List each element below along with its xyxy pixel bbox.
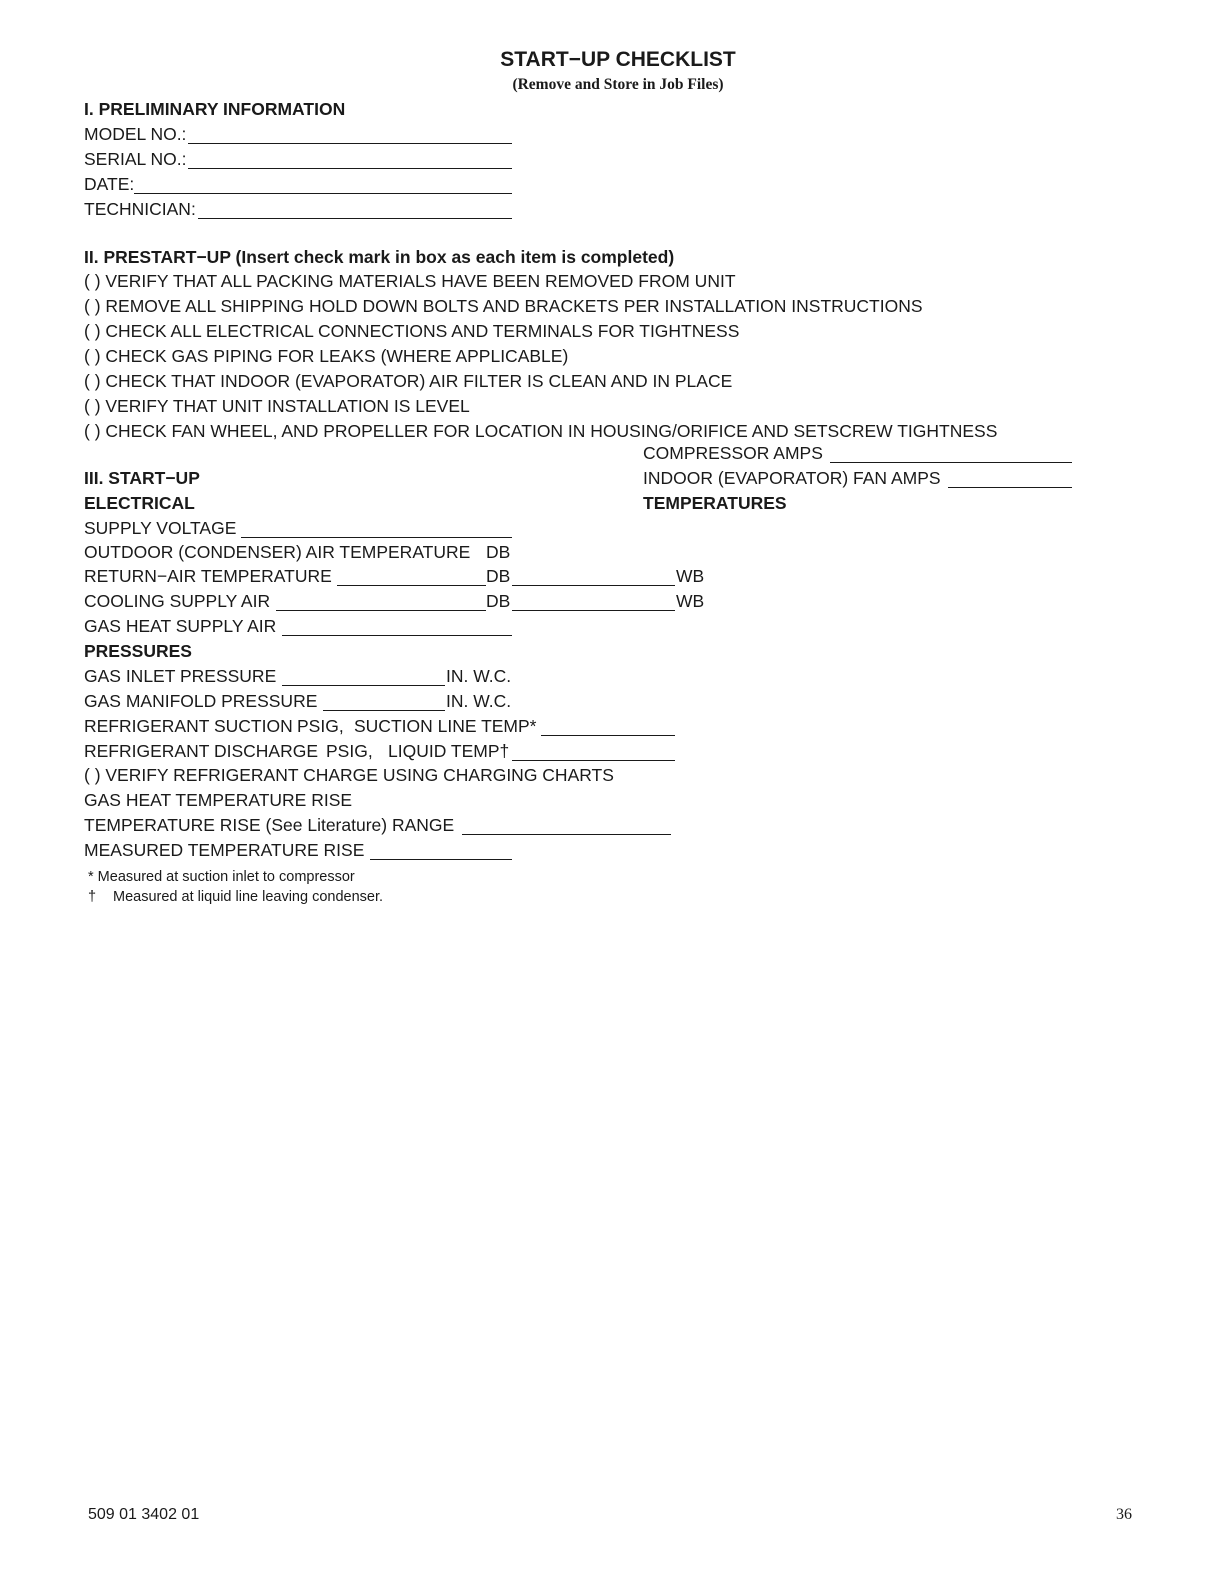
prestart-item[interactable]: ( ) CHECK THAT INDOOR (EVAPORATOR) AIR FILTER IS CLEAN AND IN PLACE — [84, 371, 733, 391]
cooling-supply-air-label: COOLING SUPPLY AIR — [84, 591, 271, 611]
gas-heat-supply-air-label: GAS HEAT SUPPLY AIR — [84, 616, 277, 636]
supply-voltage-label: SUPPLY VOLTAGE — [84, 518, 237, 538]
cooling-supply-wb-field[interactable] — [512, 610, 675, 611]
electrical-heading: ELECTRICAL — [84, 493, 195, 513]
gas-manifold-pressure-label: GAS MANIFOLD PRESSURE — [84, 691, 318, 711]
serial-field[interactable] — [188, 168, 512, 169]
page-number: 36 — [1116, 1506, 1132, 1523]
refrigerant-suction-label: REFRIGERANT SUCTION — [84, 716, 293, 736]
prestart-item[interactable]: ( ) CHECK GAS PIPING FOR LEAKS (WHERE APPLICABLE) — [84, 346, 569, 366]
liquid-temp-label: LIQUID TEMP† — [388, 741, 510, 761]
footnote-suction: * Measured at suction inlet to compressor — [88, 869, 355, 885]
document-number: 509 01 3402 01 — [88, 1506, 200, 1523]
gas-manifold-pressure-field[interactable] — [323, 710, 445, 711]
cooling-supply-db-label: DB — [486, 591, 511, 611]
technician-label: TECHNICIAN: — [84, 199, 196, 219]
supply-voltage-field[interactable] — [241, 537, 512, 538]
date-field[interactable] — [134, 193, 512, 194]
page-title: START−UP CHECKLIST — [500, 48, 736, 71]
cooling-supply-db-field[interactable] — [276, 610, 486, 611]
return-air-db-field[interactable] — [337, 585, 486, 586]
temperatures-heading: TEMPERATURES — [643, 493, 787, 513]
technician-field[interactable] — [198, 218, 512, 219]
measured-temp-rise-field[interactable] — [370, 859, 512, 860]
temp-rise-range-label: TEMPERATURE RISE (See Literature) RANGE — [84, 815, 455, 835]
section-prestart-heading: II. PRESTART−UP (Insert check mark in box as each item is completed) — [84, 247, 675, 267]
gas-heat-supply-air-field[interactable] — [282, 635, 512, 636]
pressures-heading: PRESSURES — [84, 641, 192, 661]
return-air-db-label: DB — [486, 566, 511, 586]
refrigerant-discharge-label: REFRIGERANT DISCHARGE — [84, 741, 319, 761]
suction-line-temp-field[interactable] — [541, 735, 675, 736]
prestart-item[interactable]: ( ) CHECK ALL ELECTRICAL CONNECTIONS AND TERMINALS FOR TIGHTNESS — [84, 321, 740, 341]
gas-inlet-pressure-label: GAS INLET PRESSURE — [84, 666, 277, 686]
measured-temp-rise-label: MEASURED TEMPERATURE RISE — [84, 840, 365, 860]
gas-inlet-unit: IN. W.C. — [446, 666, 512, 686]
return-air-wb-label: WB — [676, 566, 705, 586]
cooling-supply-wb-label: WB — [676, 591, 705, 611]
liquid-temp-field[interactable] — [512, 760, 675, 761]
return-air-wb-field[interactable] — [512, 585, 675, 586]
suction-psig-label: PSIG, — [297, 716, 344, 736]
suction-line-temp-label: SUCTION LINE TEMP* — [354, 716, 537, 736]
page-subtitle: (Remove and Store in Job Files) — [512, 76, 724, 93]
footnote-liquid: Measured at liquid line leaving condenser. — [113, 889, 384, 905]
outdoor-db-label: DB — [486, 542, 511, 562]
gas-inlet-pressure-field[interactable] — [282, 685, 445, 686]
verify-charge-item[interactable]: ( ) VERIFY REFRIGERANT CHARGE USING CHARGING CHARTS — [84, 765, 614, 785]
model-label: MODEL NO.: — [84, 124, 187, 144]
indoor-fan-amps-label: INDOOR (EVAPORATOR) FAN AMPS — [643, 468, 941, 488]
section-preliminary-heading: I. PRELIMINARY INFORMATION — [84, 99, 346, 119]
prestart-item[interactable]: ( ) REMOVE ALL SHIPPING HOLD DOWN BOLTS AND BRACKETS PER INSTALLATION INSTRUCTIONS — [84, 296, 923, 316]
prestart-item[interactable]: ( ) VERIFY THAT UNIT INSTALLATION IS LEVEL — [84, 396, 470, 416]
gas-heat-temp-rise-label: GAS HEAT TEMPERATURE RISE — [84, 790, 353, 810]
section-startup-heading: III. START−UP — [84, 468, 200, 488]
indoor-fan-amps-field[interactable] — [948, 487, 1072, 488]
footnote-dagger-symbol: † — [88, 889, 97, 905]
outdoor-air-temp-label: OUTDOOR (CONDENSER) AIR TEMPERATURE — [84, 542, 471, 562]
model-field[interactable] — [188, 143, 512, 144]
compressor-amps-label: COMPRESSOR AMPS — [643, 443, 823, 463]
prestart-item[interactable]: ( ) VERIFY THAT ALL PACKING MATERIALS HAVE BEEN REMOVED FROM UNIT — [84, 271, 736, 291]
serial-label: SERIAL NO.: — [84, 149, 187, 169]
prestart-item[interactable]: ( ) CHECK FAN WHEEL, AND PROPELLER FOR LOCATION IN HOUSING/ORIFICE AND SETSCREW TIGHTNESS — [84, 421, 998, 441]
compressor-amps-field[interactable] — [830, 462, 1072, 463]
discharge-psig-label: PSIG, — [326, 741, 373, 761]
date-label: DATE: — [84, 174, 135, 194]
temp-rise-range-field[interactable] — [462, 834, 671, 835]
return-air-temp-label: RETURN−AIR TEMPERATURE — [84, 566, 332, 586]
gas-manifold-unit: IN. W.C. — [446, 691, 512, 711]
